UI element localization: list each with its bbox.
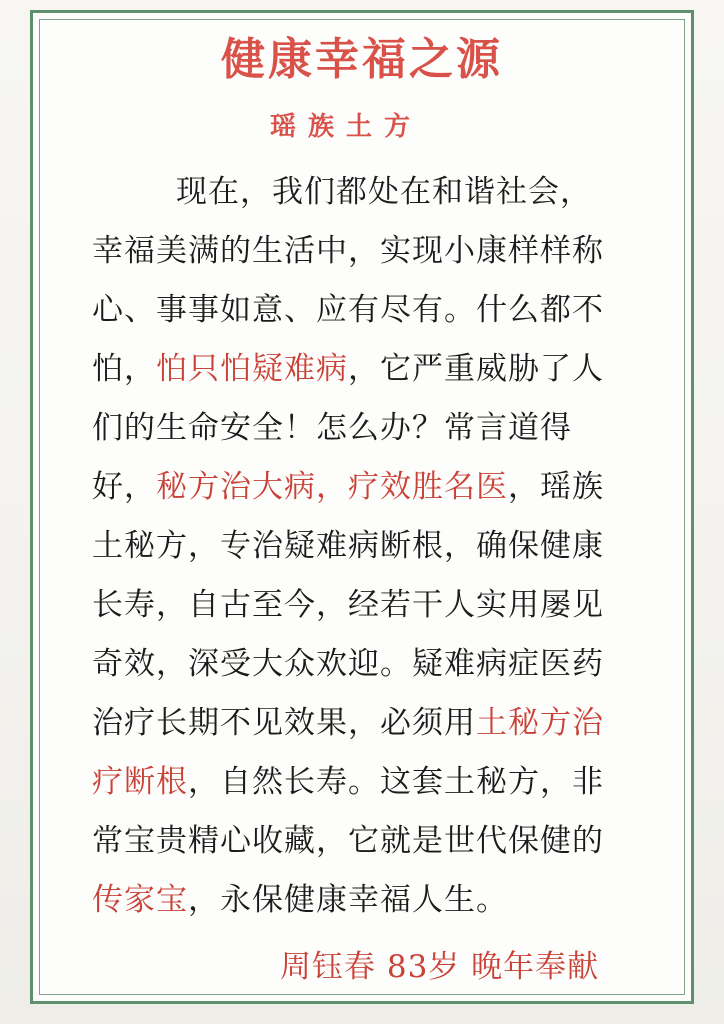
body-line-10 xyxy=(92,694,652,753)
body-line-6-end: ，瑶族 xyxy=(508,469,604,505)
body-line-6 xyxy=(92,458,652,517)
highlight-cure-root: 疗断根 xyxy=(92,764,188,800)
highlight-folk-remedy: 土秘方治 xyxy=(476,705,604,741)
body-line-13-end: ，永保健康幸福人生。 xyxy=(188,882,508,918)
body-line-4 xyxy=(92,340,652,399)
body-line-4-start: 怕， xyxy=(92,351,156,387)
highlight-difficult-disease: 怕只怕疑难病 xyxy=(156,351,348,387)
body-line-11-end: ，自然长寿。这套土秘方，非 xyxy=(188,764,604,800)
body-line-12: 常宝贵精心收藏，它就是世代保健的 xyxy=(92,823,604,859)
body-line-5: 们的生命安全！怎么办？常言道得 xyxy=(92,410,572,446)
body-line-3: 心、事事如意、应有尽有。什么都不 xyxy=(92,292,604,328)
highlight-secret-recipe: 秘方治大病，疗效胜名医 xyxy=(156,469,508,505)
highlight-heirloom: 传家宝 xyxy=(92,882,188,918)
body-line-1: 现在，我们都处在和谐社会， xyxy=(176,174,592,210)
body-line-13 xyxy=(92,871,652,930)
body-line-2: 幸福美满的生活中，实现小康样样称 xyxy=(92,233,604,269)
body-line-10-start: 治疗长期不见效果，必须用 xyxy=(92,705,476,741)
body-line-7: 土秘方，专治疑难病断根，确保健康 xyxy=(92,528,604,564)
document-title: 健康幸福之源 xyxy=(221,34,503,85)
body-line-6-start: 好， xyxy=(92,469,156,505)
body-line-4-end: ，它严重威胁了人 xyxy=(348,351,604,387)
body-line-9: 奇效，深受大众欢迎。疑难病症医药 xyxy=(92,646,604,682)
body-line-8: 长寿，自古至今，经若干人实用屡见 xyxy=(92,587,604,623)
document-subtitle: 瑶族土方 xyxy=(270,112,423,142)
body-line-11 xyxy=(92,753,652,812)
document-body xyxy=(92,163,652,930)
author-signature: 周钰春 83岁 晚年奉献 xyxy=(280,949,600,985)
